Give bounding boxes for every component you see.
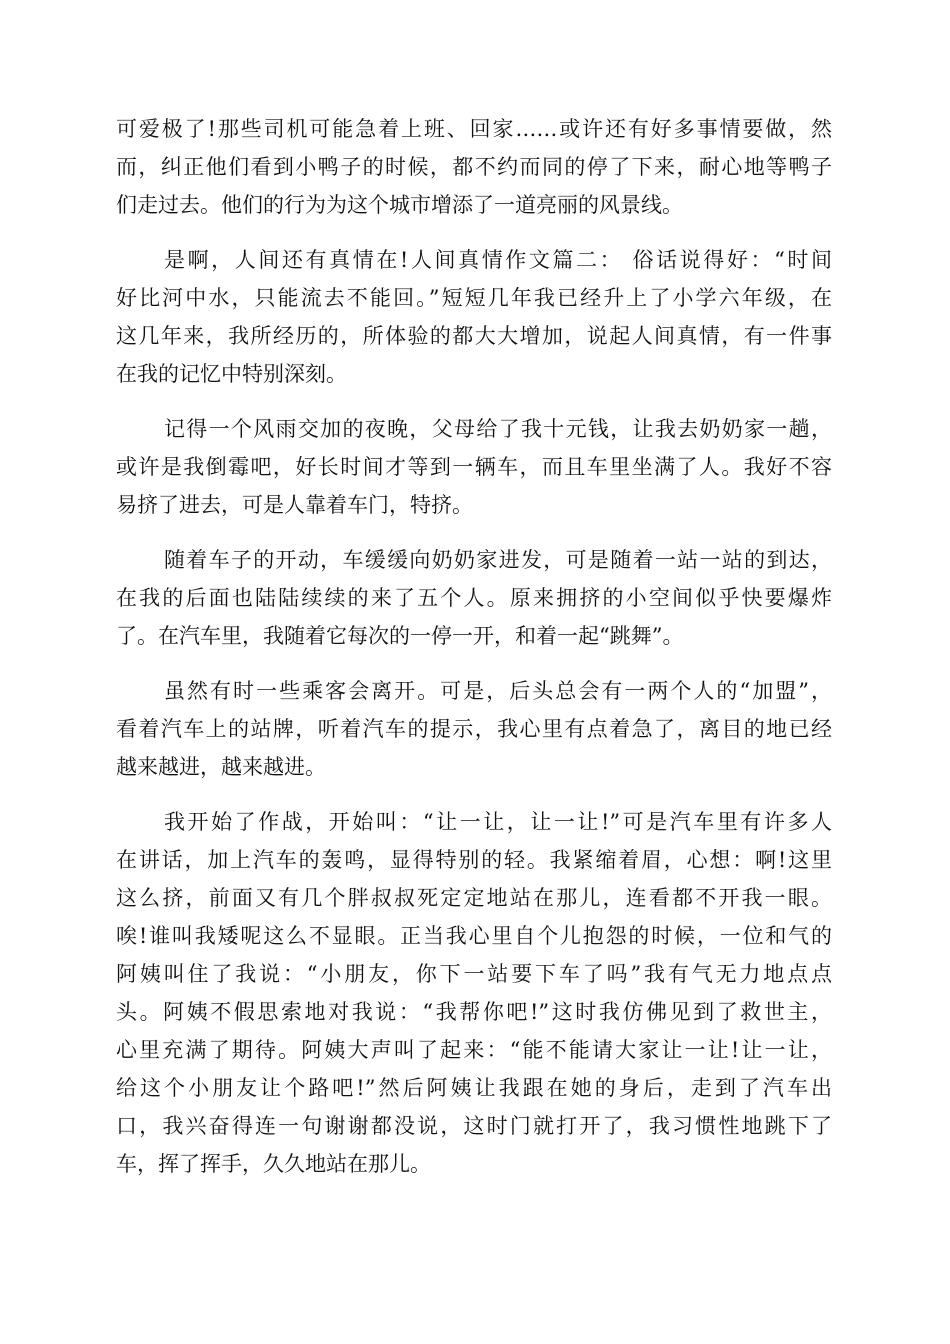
text-line: 好比河中水，只能流去不能回。”短短几年我已经升上了小学六年级，在 <box>116 286 832 310</box>
text-line: 越来越进，越来越进。 <box>116 755 326 779</box>
text-line: 了。在汽车里，我随着它每次的一停一开，和着一起“跳舞”。 <box>116 624 684 648</box>
text-line: 是啊，人间还有真情在!人间真情作文篇二： 俗话说得好：“时间 <box>164 248 832 272</box>
text-line: 头。阿姨不假思索地对我说：“我帮你吧!”这时我仿佛见到了救世主， <box>116 1000 832 1024</box>
text-line: 虽然有时一些乘客会离开。可是，后头总会有一两个人的“加盟”， <box>164 679 832 703</box>
text-line: 或许是我倒霉吧，好长时间才等到一辆车，而且车里坐满了人。我好不容 <box>116 455 832 479</box>
text-line: 我开始了作战，开始叫：“让一让，让一让!”可是汽车里有许多人 <box>164 810 832 834</box>
text-line: 而，纠正他们看到小鸭子的时候，都不约而同的停了下来，耐心地等鸭子 <box>116 155 832 179</box>
text-line: 看着汽车上的站牌，听着汽车的提示，我心里有点着急了，离目的地已经 <box>116 717 832 741</box>
text-line: 阿姨叫住了我说：“小朋友，你下一站要下车了吗”我有气无力地点点 <box>116 962 832 986</box>
text-line: 在我的记忆中特别深刻。 <box>116 362 347 386</box>
text-line: 车，挥了挥手，久久地站在那儿。 <box>116 1152 431 1176</box>
text-line: 口，我兴奋得连一句谢谢都没说，这时门就打开了，我习惯性地跳下了 <box>116 1114 832 1138</box>
text-line: 在我的后面也陆陆续续的来了五个人。原来拥挤的小空间似乎快要爆炸 <box>116 586 832 610</box>
text-line: 们走过去。他们的行为为这个城市增添了一道亮丽的风景线。 <box>116 193 683 217</box>
text-line: 这几年来，我所经历的，所体验的都大大增加，说起人间真情，有一件事 <box>116 324 832 348</box>
text-line: 给这个小朋友让个路吧!”然后阿姨让我跟在她的身后，走到了汽车出 <box>116 1076 832 1100</box>
text-line: 唉!谁叫我矮呢这么不显眼。正当我心里自个儿抱怨的时候，一位和气的 <box>116 924 832 948</box>
text-line: 记得一个风雨交加的夜晚，父母给了我十元钱，让我去奶奶家一趟， <box>164 417 832 441</box>
text-line: 心里充满了期待。阿姨大声叫了起来：“能不能请大家让一让!让一让， <box>116 1038 832 1062</box>
text-line: 这么挤，前面又有几个胖叔叔死定定地站在那儿，连看都不开我一眼。 <box>116 886 832 910</box>
text-line: 随着车子的开动，车缓缓向奶奶家进发，可是随着一站一站的到达， <box>164 548 832 572</box>
text-line: 易挤了进去，可是人靠着车门，特挤。 <box>116 493 473 517</box>
text-line: 可爱极了!那些司机可能急着上班、回家……或许还有好多事情要做，然 <box>116 117 832 141</box>
text-line: 在讲话，加上汽车的轰鸣，显得特别的轻。我紧缩着眉，心想：啊!这里 <box>116 848 832 872</box>
